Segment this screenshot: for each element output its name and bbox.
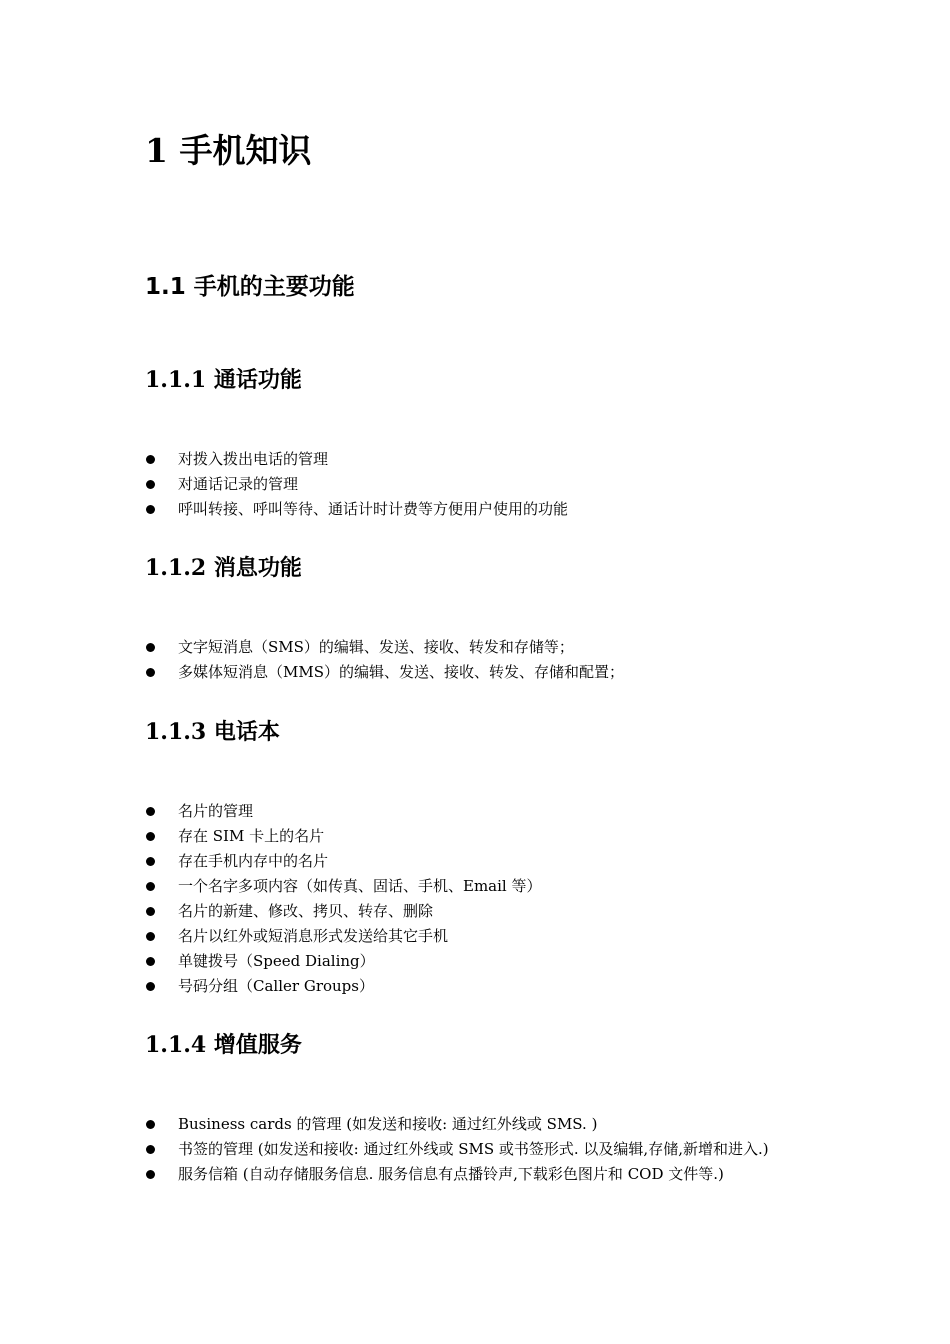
subsection-title-value-added: 1.1.4 增值服务 (145, 1032, 302, 1058)
bullet-icon (146, 907, 155, 916)
bullet-icon (146, 982, 155, 991)
bullet-icon (146, 1170, 155, 1179)
list-item: 一个名字多项内容（如传真、固话、手机、Email 等） (0, 874, 818, 899)
list-item: 名片以红外或短消息形式发送给其它手机 (0, 924, 818, 949)
bullet-icon (146, 882, 155, 891)
list-item: 服务信箱 (自动存储服务信息. 服务信息有点播铃声,下载彩色图片和 COD 文件等.) (0, 1162, 818, 1187)
bullet-icon (146, 832, 155, 841)
list-item: 呼叫转接、呼叫等待、通话计时计费等方便用户使用的功能 (0, 497, 818, 522)
bullet-icon (146, 1120, 155, 1129)
list-item: Business cards 的管理 (如发送和接收: 通过红外线或 SMS. ) (0, 1112, 818, 1137)
list-messaging-functions (0, 635, 950, 685)
section-title: 1.1 手机的主要功能 (145, 274, 355, 300)
bullet-icon (146, 932, 155, 941)
bullet-icon (146, 668, 155, 677)
subsection-title-phonebook: 1.1.3 电话本 (145, 719, 280, 745)
list-call-functions (0, 447, 950, 522)
bullet-icon (146, 957, 155, 966)
list-item: 名片的管理 (0, 799, 818, 824)
bullet-icon (146, 643, 155, 652)
list-phonebook-functions (0, 799, 950, 999)
list-item: 多媒体短消息（MMS）的编辑、发送、接收、转发、存储和配置； (0, 660, 818, 685)
list-value-added-services (0, 1112, 950, 1187)
list-item: 号码分组（Caller Groups） (0, 974, 818, 999)
list-item: 名片的新建、修改、拷贝、转存、删除 (0, 899, 818, 924)
subsection-title-messaging: 1.1.2 消息功能 (145, 555, 302, 581)
bullet-icon (146, 1145, 155, 1154)
bullet-icon (146, 807, 155, 816)
bullet-icon (146, 480, 155, 489)
list-item: 存在 SIM 卡上的名片 (0, 824, 818, 849)
list-item: 对通话记录的管理 (0, 472, 818, 497)
bullet-icon (146, 505, 155, 514)
subsection-title-call: 1.1.1 通话功能 (145, 367, 302, 393)
chapter-title: 1 手机知识 (145, 131, 312, 170)
list-item: 书签的管理 (如发送和接收: 通过红外线或 SMS 或书签形式. 以及编辑,存储,新增和进入.) (0, 1137, 818, 1162)
bullet-icon (146, 857, 155, 866)
list-item: 对拨入拨出电话的管理 (0, 447, 818, 472)
list-item: 文字短消息（SMS）的编辑、发送、接收、转发和存储等； (0, 635, 818, 660)
list-item: 存在手机内存中的名片 (0, 849, 818, 874)
bullet-icon (146, 455, 155, 464)
list-item: 单键拨号（Speed Dialing） (0, 949, 818, 974)
